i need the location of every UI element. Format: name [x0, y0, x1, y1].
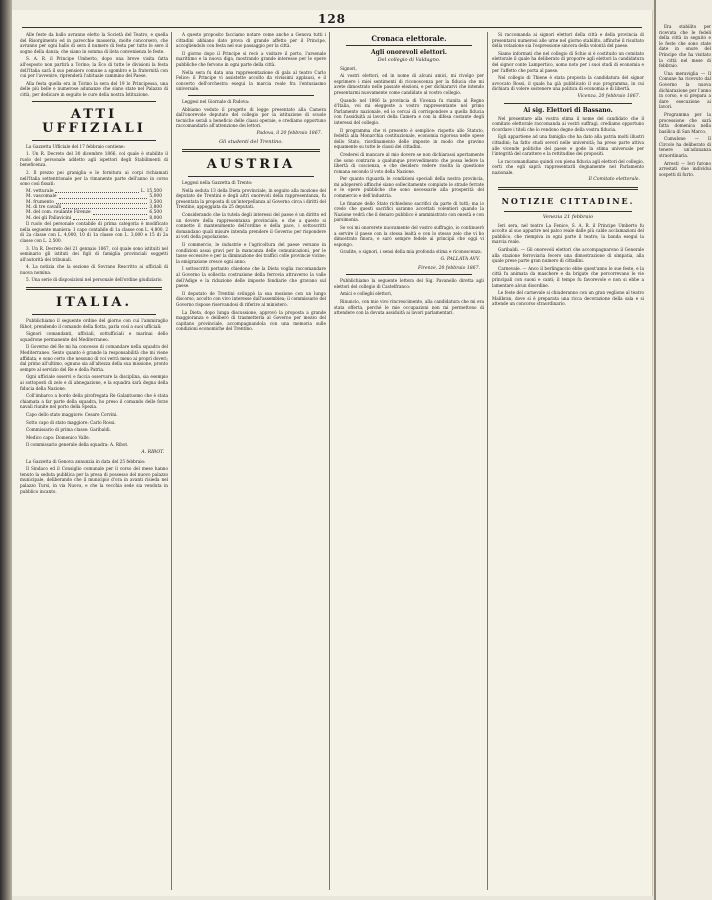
- section-title-cronaca: Cronaca elettorale.: [371, 34, 447, 43]
- list-item-value: 3,800: [149, 204, 162, 210]
- article-title: Agli onorevoli elettori.: [371, 49, 447, 56]
- page-number: 128: [317, 12, 347, 26]
- column-4: [492, 32, 644, 892]
- notizie-paragraphs: [492, 223, 644, 307]
- section-divider: [504, 103, 632, 104]
- list-item-label: M. vascomale: [26, 194, 57, 200]
- paragraph: La Gazzetta Ufficiale del 17 febbraio contiene:: [26, 143, 125, 149]
- paragraph: Era stabilito per ricevuta che le fedeli della città in seguito e le feste che sono state date in onore del Principe che ha visitato la città nel mese di febbraio.: [659, 24, 711, 69]
- paragraph: Egli appartiene ad una famiglia che ha dato alla patria molti illustri cittadini; ha fatto studi severi nelle università; ha preso parte attiva alle vicende politiche del paese e gode la stima universale per l'integrità del carattere e la rettitudine dei propositi.: [492, 134, 644, 157]
- column-divider: [487, 32, 488, 890]
- paragraph: Gradite, o signori, i sensi della mia profonda stima e riconoscenza.: [340, 249, 482, 255]
- list-item-label: M. frumento: [26, 199, 54, 205]
- leader-dots: [56, 200, 148, 204]
- section-divider: [32, 314, 156, 315]
- article-paragraphs: [334, 66, 484, 255]
- paragraph: Abbiamo veduto il progetto di legge presentato alla Camera dall'onorevole deputato del collegio per la istituzione di scuole tecniche serali a beneficio delle classi operaie, e crediamo opportuno raccomandarlo all'attenzione dei lettori.: [176, 106, 326, 129]
- column-1: [20, 32, 168, 892]
- paragraph: I sottoscritti pertanto chiedono che la Dieta voglia raccomandare al Governo la sollecita costruzione della ferrovia attraverso la valle dell'Adige e la riduzione delle imposte fondiarie che gravano sul paese.: [176, 266, 326, 289]
- article-subtitle: Gli studenti del Trentino.: [219, 138, 283, 145]
- paragraph: Leggesi nella Gazzetta di Trento:: [182, 180, 253, 186]
- paragraph: Considerando che la tutela degli interessi del paese è un diritto ed un dovere della rappresentanza provinciale, e che a questo si connette il mantenimento dell'ordine e della pace, i sottoscritti domandano quali misure intenda prendere il Governo per rispondere ai voti della popolazione.: [176, 212, 326, 240]
- book-binding: [0, 0, 12, 900]
- paragraph: Pubblichiamo la seguente lettera del Sig. Pavanello diretta agli elettori del collegio di Castelfranco:: [334, 278, 484, 289]
- list-item-label: M. del com. roulante Firenze: [26, 210, 91, 216]
- italia-paragraphs: [20, 318, 168, 448]
- paragraph: 2. Il prezzo pei graniglia e le fornitura ai corpi richiamati nell'Italia settentrionale per la rimanente parte dell'anno in corso sono così fissati:: [20, 169, 168, 187]
- paragraph: 1. Un R. Decreto del 30 dicembre 1866, col quale è stabilito il ruolo del personale addetto agli ispettori degli Stabilimenti di beneficenza.: [20, 151, 168, 168]
- section-divider: [188, 95, 314, 96]
- list-item-label: M. vetturale: [26, 188, 54, 194]
- paragraph: Ai vostri elettori, ed in nome di alcuni amici, mi rivolgo per esprimere i miei sentimenti di riconoscenza per la fiducia che mi avete dimostrato nelle passate elezioni, e per dichiararvi che intendo presentarmi nuovamente come candidato al vostro collegio.: [334, 73, 484, 95]
- section-divider: [26, 287, 162, 290]
- dateline: Padova, il 20 febbraio 1867.: [256, 130, 322, 136]
- paragraph: Cumulone — Il Circolo ha deliberato di tenere un'adunanza straordinaria.: [659, 136, 711, 159]
- intro-paragraphs: [20, 32, 168, 98]
- section-divider: [346, 274, 472, 275]
- paragraph: 5. Una serie di disposizioni nel personale dell'ordine giudiziario.: [26, 277, 163, 283]
- paragraph: Se voi mi onorerete nuovamente del vostro suffragio, io continuerò a servire il paese con la stessa lealtà e con lo stesso zelo che vi ho dimostrato finora, e sarò sempre fedele ai principii che oggi vi espongo.: [334, 225, 484, 247]
- paragraph: Ogni ufficiale osservi e faccia osservare la disciplina, sia esempio ai sottoposti di zelo e di abnegazione, e la squadra sarà degna della fiducia della Nazione.: [20, 374, 168, 391]
- paragraph: Nella seduta 13 della Dieta provinciale, in seguito alla mozione del deputato de Trentini e degli altri onorevoli della rappresentanza, fu presentata la proposta di un'interpellanza al Governo circa i diritti del Trentino, appoggiata da 25 deputati.: [176, 187, 326, 210]
- paragraph: Programma per la processione che sarà fatta domenica nella basilica di San Marco.: [659, 111, 711, 134]
- paragraph: Amici e colleghi elettori,: [340, 291, 393, 297]
- section-divider: [188, 176, 314, 177]
- section-divider: [32, 101, 156, 102]
- paragraph: Il commissario generale della squadra: A. Ribot.: [26, 442, 129, 448]
- list-item-value: 3,500: [149, 199, 162, 205]
- paragraph: Leggesi nel Giornale di Padova:: [182, 98, 250, 104]
- paragraph: Alle feste da ballo avranno eletto la Società del Teatro, e quella del Risorgimento ed in parecchie masseria, molte concorsero, che avranno per ogni ballo di sera il numero di festa per tutto le sere il sogno della danza; che siano in somma di lieta convenienza le feste.: [20, 32, 168, 54]
- tail-paragraphs: [20, 459, 168, 495]
- paragraph: Coll'imbarco a bordo della pirofregata Re Galantuomo che è stata chiamata a far parte della squadra, ho preso il comando delle forze navali riunite nel porto della Spezia.: [20, 393, 168, 410]
- paragraph: Commissario di prima classe: Garibaldi.: [26, 427, 111, 433]
- paragraph: 4. La notizia che la sezione di Sovrano Rescritto ai ufficiali di nuova nomina.: [20, 264, 168, 275]
- paragraph: Nel presentare alla vostra stima il nome del candidato che il comitato elettorale raccomanda ai vostri suffragi, crediamo opportuno ricordare i titoli che lo rendono degno della vostra fiducia.: [492, 115, 644, 132]
- paragraph: Una meraviglia — Il Comune ha ricevuto dal Governo la nuova dichiarazione per l'anno in corso, e si prepara a dare esecuzione ai lavori.: [659, 70, 711, 110]
- leader-dots: [55, 189, 138, 193]
- section-title-italia: ITALIA.: [56, 295, 132, 311]
- paragraph: Per quanto riguarda le condizioni speciali della nostra provincia, mi adopererò affinché siano sollecitamente compiute le strade ferrate e le opere pubbliche che sono necessarie alla prosperità del commercio e dell'industria.: [334, 176, 484, 199]
- paragraph: Garibaldi. — Gli onorevoli elettori che accompagnarono il Generale alla stazione ferroviaria fecero una dimostrazione di simpatia, alla quale prese parte gran numero di cittadini.: [492, 247, 644, 264]
- paragraph: Lo raccomandiamo quindi con piena fiducia agli elettori del collegio, certi che egli saprà rappresentarli degnamente nel Parlamento nazionale.: [492, 158, 644, 175]
- paragraph: Medico capo: Domenico Valle.: [26, 434, 90, 440]
- section-title-atti-uffiziali: ATTI UFFIZIALI: [42, 106, 146, 136]
- leader-dots: [59, 194, 148, 198]
- paragraph: Crederei di mancare al mio dovere se non dichiarassi apertamente che sono contrario a qualunque provvedimento che possa ledere la libertà di coscienza, e che desidero vedere risolta la questione romana secondo il voto della Nazione.: [334, 151, 484, 174]
- paragraph: A questo proposito facciamo notare come anche a Genova tutti i cittadini abbiano dato prova di grande affetto per il Principe, accogliendolo con festa nel suo passaggio per la città.: [176, 32, 326, 49]
- list-item-label: M. dei gli Pallavicini: [26, 215, 72, 221]
- header-rule: [22, 27, 642, 28]
- atti-paragraphs: [20, 144, 168, 187]
- paragraph: Signori comandanti, ufficiali, sottufficiali e marinai dello squadrone permanente del Mediterraneo.: [20, 331, 168, 342]
- section-title-notizie-cittadine: NOTIZIE CITTADINE.: [501, 196, 635, 207]
- signature: G. PALLATA AVV.: [440, 257, 480, 262]
- paragraph: Il ruolo del personale contabile di prima categoria è modificato nella seguente maniera: 1 capo contabile di 1a classe con L. 4,800, 2 di 2a classe con L. 4,000, 10 di 1a classe con L. 3,000 e 15 di 2a classe con L. 2,500.: [20, 221, 168, 243]
- list-item-value: 6,500: [149, 210, 162, 216]
- paragraph: Quando nel 1866 la provincia di Vicenza fu riunita al Regno d'Italia, voi mi eleggeste a vostro rappresentante nel primo Parlamento nazionale, ed io cercai di corrispondere a quella fiducia con l'assiduità ai lavori della Camera e con la difesa costante degli interessi del collegio.: [334, 97, 484, 125]
- paragraph: Arresti — Ieri furono arrestati due individui sospetti di furto.: [659, 160, 711, 177]
- austria-paragraphs: [176, 180, 326, 332]
- paragraph: Il programma che vi presento è semplice: rispetto allo Statuto, fedeltà alla Monarchia costituzionale, economia rigorosa nelle spese dello Stato, riordinamento delle imposte in modo che gravino equamente su tutte le classi dei cittadini.: [334, 127, 484, 150]
- article-subtitle: Del collegio di Valdagno.: [377, 57, 441, 63]
- list-item-label: M. di tre cavalli: [26, 204, 62, 210]
- section-divider: [346, 45, 472, 46]
- paragraph: Carnevale. — Anco il berlingaccio ebbe quest'anno le sue feste, e la città fu animata da maschere e da brigate che percorrevano le vie principali con suoni e canti; il tempo fu favorevole e non si ebbe a lamentare alcun disordine.: [492, 265, 644, 288]
- section-divider: [182, 149, 320, 152]
- adjacent-page-edge: [654, 0, 712, 900]
- paragraph: Siamo informati che nel collegio di Schio si è costituito un comitato elettorale il quale ha deliberato di proporre agli elettori la candidatura del signor conte Lampertico, uomo noto per i suoi studi di economia e per l'affetto che porta al paese.: [492, 50, 644, 73]
- leader-dots: [93, 210, 148, 214]
- column-2: [176, 32, 326, 892]
- padova-paragraphs: [176, 99, 326, 129]
- column-divider: [171, 32, 172, 890]
- paragraph: Si raccomanda ai signori elettori della città e della provincia di presentarsi numerosi alle urne nel giorno stabilito, affinché il risultato della votazione sia l'espressione sincera della volontà del paese.: [492, 32, 644, 49]
- section-divider: [498, 187, 638, 190]
- paragraph: Il Sindaco ed il Consiglio comunale per il corso del mese hanno tenuto la seduta pubblica per la presa di possesso del nuovo palazzo municipale, deliberando che il municipio d'ora in avanti risieda nel palazzo Tursi, in via Nuova, e che la vecchia sede sia venduta in pubblico incanto.: [20, 466, 168, 494]
- column-3: [334, 32, 484, 892]
- atti-continued: [20, 221, 168, 283]
- paragraph: Le feste del carnevale si chiuderanno con un gran veglione al teatro Malibran, dove si è preparata una ricca decorazione della sala e si attende un concorso straordinario.: [492, 290, 644, 307]
- section-divider: [32, 140, 156, 141]
- newspaper-page: [12, 10, 652, 896]
- list-item-value: 8,000: [149, 215, 162, 221]
- dateline: Firenze, 20 febbraio 1867.: [418, 265, 480, 271]
- paragraph: Alla festa quella era in Torino la sera del 19 lo Principessa, una delle più belle e numerose adunanze che siano state nel Palazzo di città, per dedicare in seguito le cure della nostra Istituzione.: [20, 80, 168, 97]
- intro-paragraphs: [492, 32, 644, 92]
- article-title: Ai sig. Elettori di Bassano.: [523, 106, 613, 114]
- price-list: [20, 189, 168, 221]
- list-item-value: L. 15,500: [140, 188, 162, 194]
- paragraph: Il giorno dopo il Principe si recò a visitare il porto, l'arsenale marittimo e la nuova diga, mostrando grande interesse per le opere pubbliche che fervono in ogni parte della città.: [176, 50, 326, 67]
- paragraph: Il Governo del Re mi ha concesso di comandare nella squadra del Mediterraneo. Sento quanto è grande la responsabilità che mi viene affidata, e sono certo che nessuno di voi verrà meno ai propri doveri; dal primo all'ultimo, ognuno sia all'altezza della sua missione, pronto sempre al servizio del Re e della Patria.: [20, 344, 168, 372]
- paragraph: Ieri sera, nel teatro La Fenice, S. A. R. il Principe Umberto fu accolto al suo apparire nel palco reale dalle più calde acclamazioni del pubblico, che riempiva in ogni parte il teatro; la banda eseguì la marcia reale.: [492, 222, 644, 245]
- signature: A. RIBOT.: [141, 449, 164, 455]
- dateline: Venezia 21 febbraio: [542, 214, 594, 221]
- paragraph: Sotto capo di stato maggiore: Carlo Rossi.: [26, 419, 116, 425]
- paragraph: Pubblichiamo il seguente ordine del giorno con cui l'ammiraglio Ribot, prendendo il comando della flotta, parla così a suoi ufficiali:: [20, 318, 168, 329]
- adjacent-page-text: [656, 0, 712, 177]
- paragraph: Il commercio, le industrie e l'agricoltura del paese versano in condizioni assai gravi per la mancanza delle comunicazioni, per le tasse eccessive e per la diminuzione dei traffici colle provincie vicine; la emigrazione cresce ogni anno.: [176, 242, 326, 264]
- paragraph: S. A. R. il Principe Umberto, dopo una breve visita fatta all'esposto non partirà a Torino; la Eco di tutte le divisioni la festa dell'Italia sarà il suo pensiero comune a sgombro e la fraternità con cui per l'avvenire, riprenderà l'abituale cammino del Paese.: [20, 56, 168, 79]
- section-divider: [504, 211, 632, 212]
- paragraph: 3. Un R. Decreto del 21 gennaio 1867, col quale sono istituiti nel seminario gli istituti dei figli di famiglia provinciali soggetti all'autorità dei tribunali.: [20, 245, 168, 262]
- paragraph: Il deputato de Trentini sviluppò la sua mozione con un lungo discorso, accolto con vivo interesse dall'assemblea; il commissario del Governo rispose riservandosi di riferire al ministero.: [176, 290, 326, 307]
- tail-paragraphs: [334, 278, 484, 316]
- signature: Il Comitato elettorale.: [588, 177, 640, 183]
- paragraph: Capo dello stato maggiore: Cesare Corvini.: [26, 411, 118, 417]
- list-item-value: 5,000: [149, 194, 162, 200]
- paragraph: La Gazzetta di Genova annunzia in data del 25 febbraio:: [26, 458, 146, 464]
- paragraph: Rinuncio, con mio vivo rincrescimento, alla candidatura che mi era stata offerta, perché le mie occupazioni non mi permettono di attendere con la dovuta assiduità ai lavori parlamentari.: [334, 298, 484, 316]
- section-title-austria: AUSTRIA: [206, 157, 296, 173]
- column-divider: [329, 32, 330, 890]
- paragraph: Signori,: [340, 65, 357, 71]
- paragraph: Nel collegio di Thiene è stata proposta la candidatura del signor avvocato Rossi, il quale ha già pubblicato il suo programma, in cui dichiara di volere sostenere una politica di economia e di libertà.: [492, 75, 644, 92]
- leader-dots: [73, 216, 147, 220]
- dateline: Vicenza, 20 febbraio 1867.: [577, 93, 640, 99]
- leader-dots: [63, 205, 147, 209]
- paragraph: Nella sera fu data una rappresentazione di gala al teatro Carlo Felice: il Principe vi assistette accolto da vivissimi applausi, e il concerto dell'orchestra eseguì la marcia reale fra l'entusiasmo universale.: [176, 69, 326, 92]
- bassano-paragraphs: [492, 116, 644, 176]
- paragraph: Le finanze dello Stato richiedono sacrifici da parte di tutti; ma io credo che questi sacrifici saranno accettati volentieri quando la Nazione vedrà che il denaro pubblico è amministrato con onestà e con parsimonia.: [334, 200, 484, 223]
- paragraph: La Dieta, dopo lunga discussione, approvò la proposta a grande maggioranza e deliberò di trasmetterla al Governo per mezzo del capitano provinciale, accompagnandola con una memoria sulle condizioni economiche del Trentino.: [176, 309, 326, 332]
- intro-paragraphs: [176, 32, 326, 92]
